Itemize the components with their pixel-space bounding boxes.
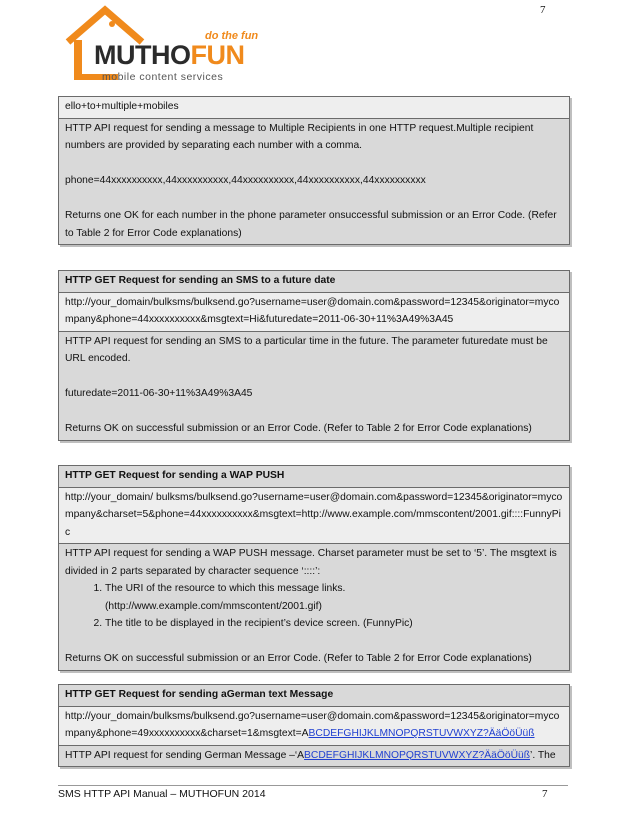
table2-description: HTTP API request for sending an SMS to a particular time in the future. The parameter futuredate must be URL encoded. [65,335,548,364]
table2-example: futuredate=2011-06-30+11%3A49%3A45 [65,388,253,399]
table1-header: ello+to+multiple+mobiles [59,97,570,119]
table4-url [59,706,570,745]
table4-desc-suffix: ’. The [530,749,556,761]
page-number-top: 7 [540,4,546,16]
table1-description: HTTP API request for sending a message to Multiple Recipients in one HTTP request.Multiple recipient numbers are provided by separating each number with a comma. [65,122,534,151]
table2-body [59,331,570,440]
logo-subtitle: mobile content services [102,71,224,83]
table3-title: HTTP GET Request for sending a WAP PUSH [59,466,570,488]
table3-description: HTTP API request for sending a WAP PUSH message. Charset parameter must be set to ‘5’. The msgtext is divided in 2 parts separated by character sequence ‘::::’: [65,548,557,577]
table4-title: HTTP GET Request for sending aGerman text Message [59,685,570,707]
footer-title: SMS HTTP API Manual – MUTHOFUN 2014 [58,788,266,800]
table3-url: http://your_domain/ bulksms/bulksend.go?username=user@domain.com&password=12345&originator=mycompany&charset=5&phone=44xxxxxxxxxx&msgtext=http://www.example.com/mmscontent/2001.gif::::FunnyPic [59,487,570,544]
list-item-subtext: (http://www.example.com/mmscontent/2001.gif) [105,600,322,612]
list-item: 2. The title to be displayed in the recipient’s device screen. (FunnyPic) [105,615,563,633]
german-message-table [58,684,570,767]
future-date-table [58,270,570,441]
logo-brand-right: FUN [190,40,245,70]
multiple-recipients-table [58,96,570,245]
list-item: 1. The URI of the resource to which this message links. (http://www.example.com/mmscontent/2001.gif) [105,580,563,615]
table4-body [59,745,570,767]
table1-body [59,118,570,245]
table4-desc-link[interactable]: BCDEFGHIJKLMNOPQRSTUVWXYZ?ÄäÖöÜüß [304,749,531,761]
table2-returns: Returns OK on successful submission or an Error Code. (Refer to Table 2 for Error Code explanations) [65,423,532,434]
logo-brand-left: MUTHO [94,40,191,70]
footer-page-number: 7 [542,788,548,800]
footer-divider [58,785,568,786]
table2-title: HTTP GET Request for sending an SMS to a future date [59,271,570,293]
table3-body [59,544,570,671]
table3-list [65,580,563,633]
table4-url-text: http://your_domain/bulksms/bulksend.go?username=user@domain.com&password=12345&originator=mycompany&phone=49xxxxxxxxxx&charset=1&msgtext=A [65,710,560,739]
table4-desc-prefix: HTTP API request for sending German Message –‘A [65,749,305,761]
wap-push-table [58,465,570,671]
table2-url: http://your_domain/bulksms/bulksend.go?username=user@domain.com&password=12345&originator=mycompany&phone=44xxxxxxxxxx&msgtext=Hi&futuredate=2011-06-30+11%3A49%3A45 [59,292,570,331]
table1-returns: Returns one OK for each number in the phone parameter onsuccessful submission or an Error Code. (Refer to Table 2 for Error Code explanations) [65,210,557,239]
table1-example: phone=44xxxxxxxxxx,44xxxxxxxxxx,44xxxxxxxxxx,44xxxxxxxxxx,44xxxxxxxxxx [65,175,426,186]
table3-returns: Returns OK on successful submission or an Error Code. (Refer to Table 2 for Error Code explanations) [65,653,532,664]
table4-url-link[interactable]: BCDEFGHIJKLMNOPQRSTUVWXYZ?ÄäÖöÜüß [308,728,535,739]
logo-tagline: do the fun [205,30,259,42]
mothofun-logo [60,2,260,90]
